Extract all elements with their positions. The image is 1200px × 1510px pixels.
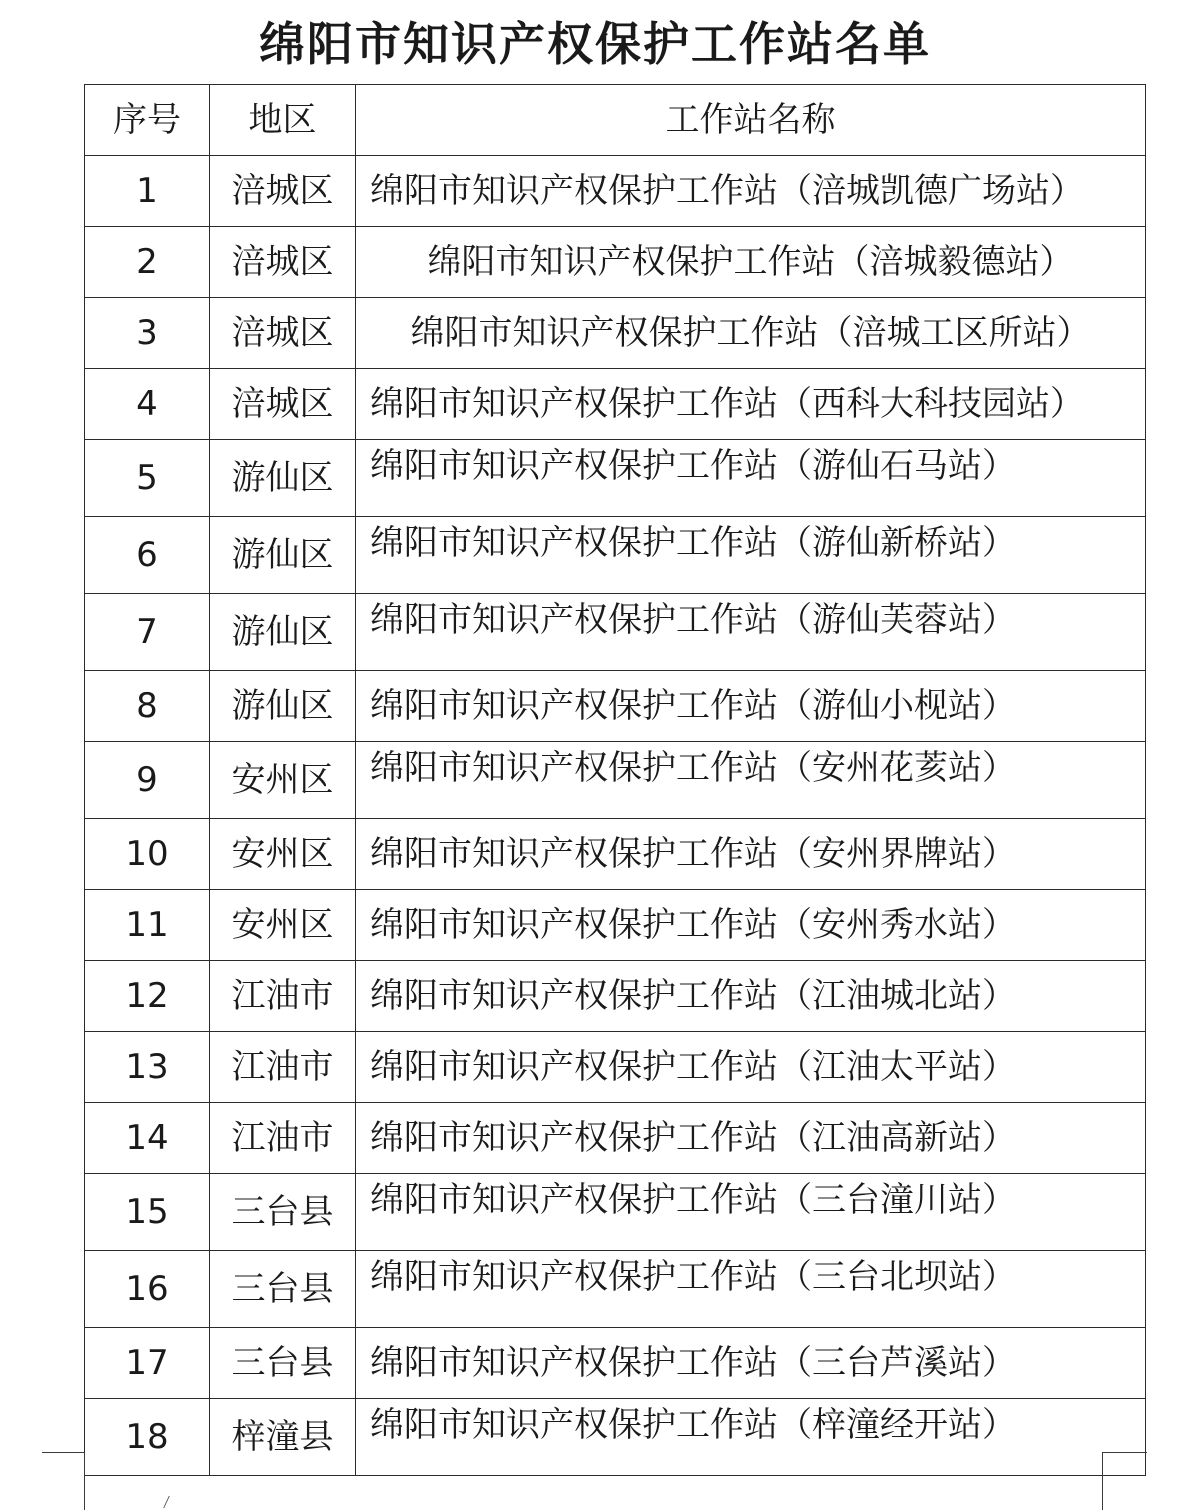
row-index: 2 (85, 227, 210, 298)
row-index: 17 (85, 1328, 210, 1399)
row-index: 3 (85, 298, 210, 369)
row-region: 涪城区 (210, 369, 356, 440)
table-row (85, 961, 1146, 1032)
row-name: 绵阳市知识产权保护工作站（安州秀水站） (356, 890, 1146, 961)
row-name: 绵阳市知识产权保护工作站（西科大科技园站） (356, 369, 1146, 440)
row-name: 绵阳市知识产权保护工作站（游仙芙蓉站） (356, 594, 1146, 671)
row-index: 16 (85, 1251, 210, 1328)
row-index: 4 (85, 369, 210, 440)
row-region: 梓潼县 (210, 1399, 356, 1476)
table-row (85, 227, 1146, 298)
row-name: 绵阳市知识产权保护工作站（江油城北站） (356, 961, 1146, 1032)
row-name: 绵阳市知识产权保护工作站（涪城凯德广场站） (356, 156, 1146, 227)
row-index: 15 (85, 1174, 210, 1251)
row-name: 绵阳市知识产权保护工作站（安州花荄站） (356, 742, 1146, 819)
row-region: 游仙区 (210, 594, 356, 671)
row-index: 10 (85, 819, 210, 890)
row-name: 绵阳市知识产权保护工作站（梓潼经开站） (356, 1399, 1146, 1476)
row-region: 江油市 (210, 1103, 356, 1174)
row-name: 绵阳市知识产权保护工作站（三台北坝站） (356, 1251, 1146, 1328)
table-row (85, 298, 1146, 369)
row-region: 安州区 (210, 890, 356, 961)
table-row (85, 517, 1146, 594)
header-name: 工作站名称 (356, 85, 1146, 156)
row-name: 绵阳市知识产权保护工作站（江油太平站） (356, 1032, 1146, 1103)
table-row (85, 1032, 1146, 1103)
row-index: 1 (85, 156, 210, 227)
row-name: 绵阳市知识产权保护工作站（三台芦溪站） (356, 1328, 1146, 1399)
table-header-row (85, 85, 1146, 156)
row-region: 涪城区 (210, 156, 356, 227)
page-corner-left (42, 1452, 85, 1510)
row-index: 9 (85, 742, 210, 819)
table-row (85, 369, 1146, 440)
header-index: 序号 (85, 85, 210, 156)
table-row (85, 1103, 1146, 1174)
row-name: 绵阳市知识产权保护工作站（游仙新桥站） (356, 517, 1146, 594)
row-name: 绵阳市知识产权保护工作站（三台潼川站） (356, 1174, 1146, 1251)
table-row (85, 1399, 1146, 1476)
row-region: 江油市 (210, 1032, 356, 1103)
row-index: 12 (85, 961, 210, 1032)
row-index: 8 (85, 671, 210, 742)
table-row (85, 440, 1146, 517)
workstation-table (84, 84, 1146, 1476)
row-region: 涪城区 (210, 298, 356, 369)
table-row (85, 819, 1146, 890)
row-name: 绵阳市知识产权保护工作站（游仙小枧站） (356, 671, 1146, 742)
table-row (85, 671, 1146, 742)
row-name: 绵阳市知识产权保护工作站（游仙石马站） (356, 440, 1146, 517)
stray-mark (163, 1496, 176, 1508)
row-region: 安州区 (210, 742, 356, 819)
row-region: 三台县 (210, 1174, 356, 1251)
row-region: 游仙区 (210, 440, 356, 517)
page-corner-right (1102, 1452, 1147, 1510)
row-region: 三台县 (210, 1251, 356, 1328)
table-row (85, 1251, 1146, 1328)
table-row (85, 890, 1146, 961)
row-index: 13 (85, 1032, 210, 1103)
document-title: 绵阳市知识产权保护工作站名单 (259, 17, 931, 71)
row-index: 11 (85, 890, 210, 961)
row-name: 绵阳市知识产权保护工作站（涪城毅德站） (356, 227, 1146, 298)
table-row (85, 156, 1146, 227)
row-region: 游仙区 (210, 671, 356, 742)
row-name: 绵阳市知识产权保护工作站（涪城工区所站） (356, 298, 1146, 369)
row-name: 绵阳市知识产权保护工作站（安州界牌站） (356, 819, 1146, 890)
row-region: 安州区 (210, 819, 356, 890)
table-row (85, 742, 1146, 819)
row-region: 游仙区 (210, 517, 356, 594)
row-index: 18 (85, 1399, 210, 1476)
row-region: 三台县 (210, 1328, 356, 1399)
row-region: 涪城区 (210, 227, 356, 298)
row-name: 绵阳市知识产权保护工作站（江油高新站） (356, 1103, 1146, 1174)
row-region: 江油市 (210, 961, 356, 1032)
row-index: 7 (85, 594, 210, 671)
row-index: 6 (85, 517, 210, 594)
row-index: 14 (85, 1103, 210, 1174)
table-row (85, 1328, 1146, 1399)
row-index: 5 (85, 440, 210, 517)
table-row (85, 1174, 1146, 1251)
table-row (85, 594, 1146, 671)
header-region: 地区 (210, 85, 356, 156)
